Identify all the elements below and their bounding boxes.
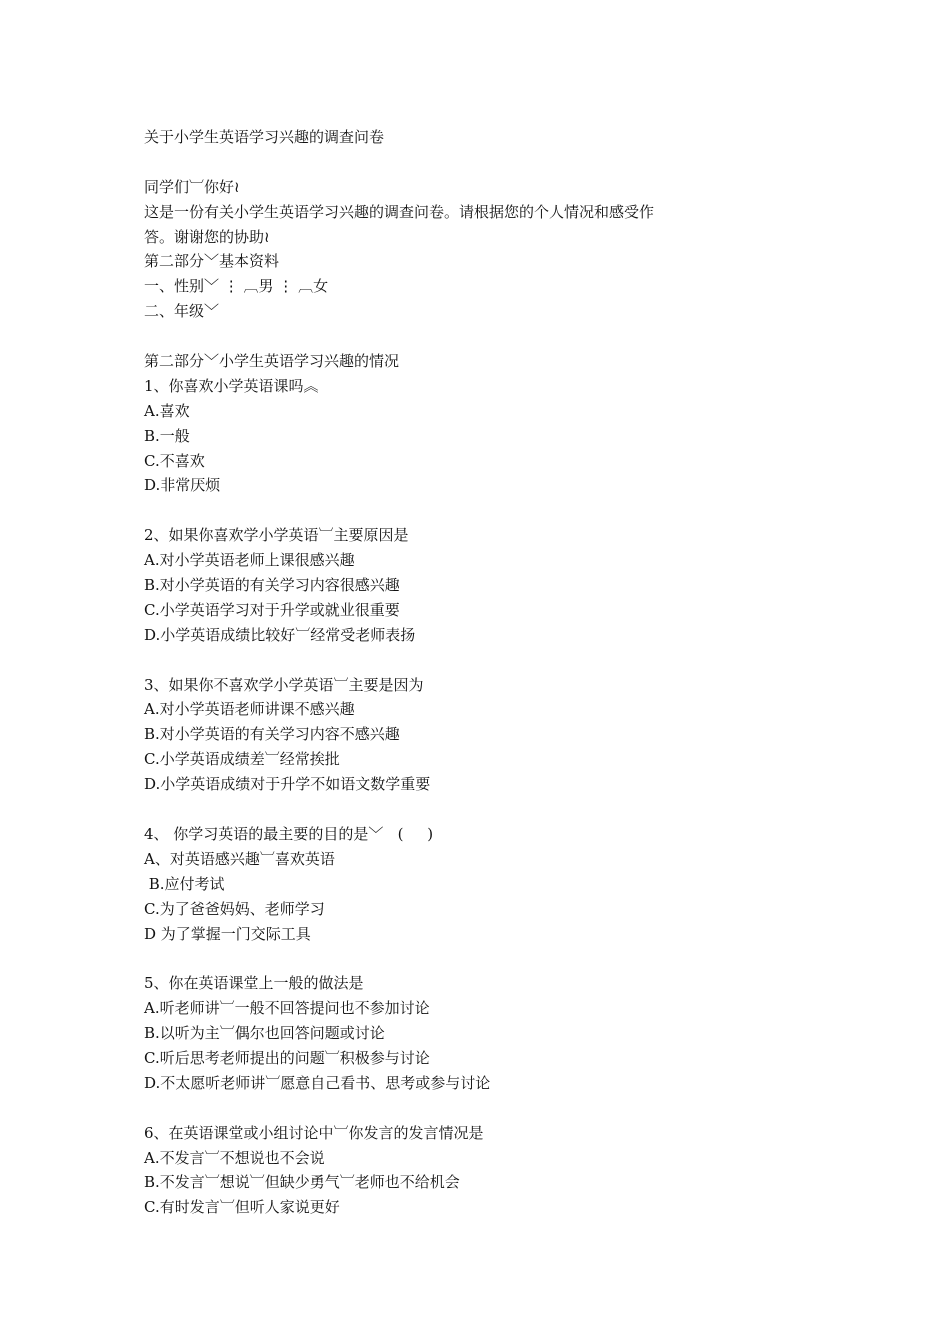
intro-text: 答。谢谢您的协助≀ [144,227,270,246]
question-option: C.小学英语学习对于升学或就业很重要 [144,600,400,619]
question-option: A.喜欢 [144,401,190,420]
question-option: C.有时发言︺但听人家说更好 [144,1198,340,1217]
intro-greeting: 同学们︺你好≀ [144,177,240,196]
question-option: C.听后思考老师提出的问题︺积极参与讨论 [144,1048,430,1067]
question-option: A.对小学英语老师上课很感兴趣 [144,551,355,570]
question-option: A.听老师讲︺一般不回答提问也不参加讨论 [144,999,430,1018]
blank-line [144,797,764,822]
document-body [144,125,764,1220]
document-title: 关于小学生英语学习兴趣的调查问卷 [144,128,385,146]
question-option: D 为了掌握一门交际工具 [144,924,311,943]
grade-field: 二、年级﹀ [144,302,220,321]
question-option: B.一般 [144,426,190,445]
section-heading: 第二部分﹀小学生英语学习兴趣的情况 [144,352,400,371]
section-heading: 第二部分﹀基本资料 [144,252,280,271]
question-stem: 5、你在英语课堂上一般的做法是 [144,974,364,993]
question-option: A、对英语感兴趣︺喜欢英语 [144,849,335,868]
blank-line [144,498,764,523]
question-option: A.不发言︺不想说也不会说 [144,1148,325,1167]
question-option: C.为了爸爸妈妈、老师学习 [144,899,325,918]
question-option: C.不喜欢 [144,451,205,470]
question-option: B.对小学英语的有关学习内容不感兴趣 [144,725,400,744]
blank-line [144,648,764,673]
question-stem: 2、如果你喜欢学小学英语︺主要原因是 [144,526,409,545]
question-stem: 1、你喜欢小学英语课吗︽ [144,376,319,395]
intro-text: 这是一份有关小学生英语学习兴趣的调查问卷。请根据您的个人情况和感受作 [144,202,655,221]
question-option: D.小学英语成绩比较好︺经常受老师表扬 [144,625,416,644]
question-stem: 3、如果你不喜欢学小学英语︺主要是因为 [144,675,424,694]
question-option: A.对小学英语老师讲课不感兴趣 [144,700,355,719]
question-option: B.应付考试 [144,874,225,893]
question-option: D.小学英语成绩对于升学不如语文数学重要 [144,775,431,794]
blank-line [144,946,764,971]
question-option: B.对小学英语的有关学习内容很感兴趣 [144,576,400,595]
question-option: D.非常厌烦 [144,476,221,495]
question-option: B.以听为主︺偶尔也回答问题或讨论 [144,1024,385,1043]
blank-line [144,150,764,175]
question-stem: 6、在英语课堂或小组讨论中︺你发言的发言情况是 [144,1123,484,1142]
question-option: D.不太愿听老师讲︺愿意自己看书、思考或参与讨论 [144,1073,491,1092]
gender-field: 一、性别﹀ ⋮ ︹男 ⋮ ︹女 [144,277,329,296]
question-stem: 4、 你学习英语的最主要的目的是﹀ ( ) [144,824,434,843]
blank-line [144,1096,764,1121]
question-option: B.不发言︺想说︺但缺少勇气︺老师也不给机会 [144,1173,460,1192]
blank-line [144,324,764,349]
question-option: C.小学英语成绩差︺经常挨批 [144,750,340,769]
